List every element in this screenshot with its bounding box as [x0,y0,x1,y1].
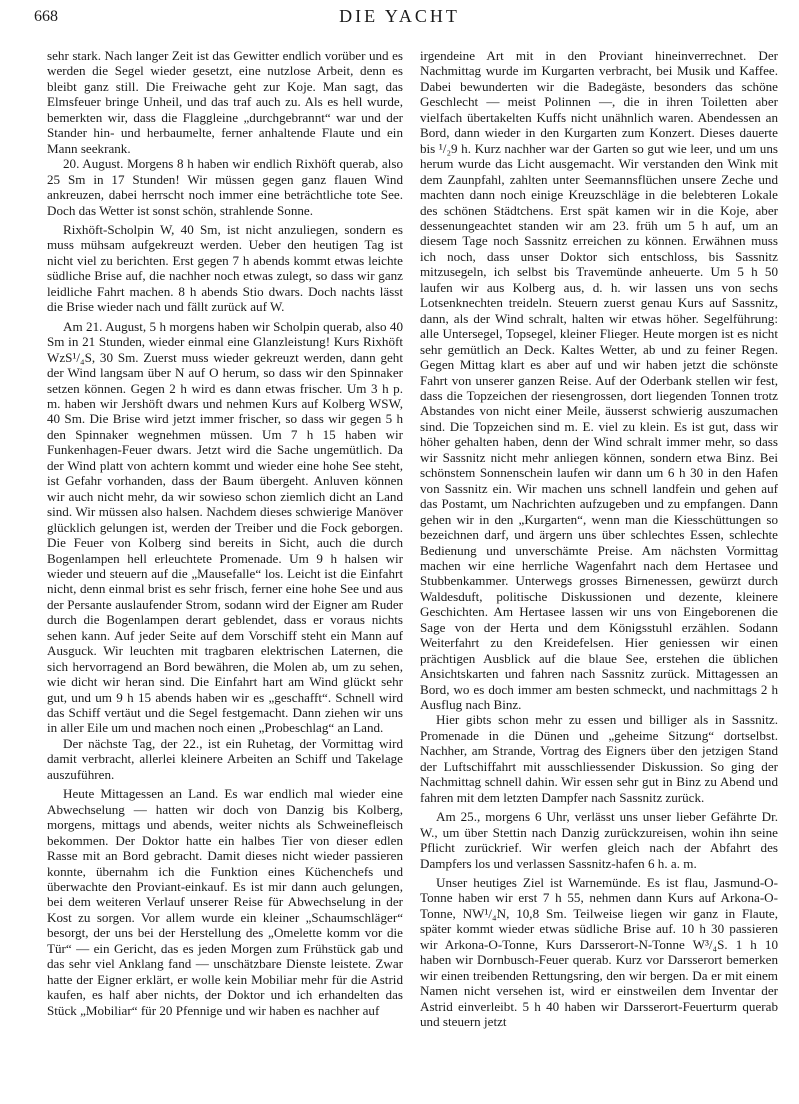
paragraph: Heute Mittagessen an Land. Es war endlich mal wieder eine Abwechselung — hatten wir doch von Danzig bis Kolberg, morgens, mittags und abends, weiter nichts als Schweinefleisch bekommen. Der Doktor hatte ein halbes Tier von dieser edlen Rasse mit an Bord gebracht. Damit dieses nicht wieder passieren konnte, übernahm ich die Funktion eines Küchenchefs und überwachte den Proviant-einkauf. Es ist mir dann auch gelungen, bei dem weiteren Verlauf unserer Reise für Abwechselung in der Kost zu sorgen. Vor allem wurde ein kleiner „Schaumschläger“ besorgt, der uns bei der Herstellung des „Omelette komm vor die Tür“ — ein Gericht, das es jeden Morgen zum Frühstück gab und das sehr viel Anklang fand — unschätzbare Dienste leistete. Zwar hatte der Eigner erklärt, er wolle kein Mobiliar mehr für die Astrid kaufen, es half aber nichts, der Doktor und ich erhandelten das Stück „Mobiliar“ für 20 Pfennige und wir haben es nachher auf [47,786,403,1018]
paragraph: 20. August. Morgens 8 h haben wir endlich Rixhöft querab, also 25 Sm in 17 Stunden! Wir müssen gegen ganz flauen Wind ankreuzen, dabei herrscht noch immer eine beträchtliche tote See. Doch das Wetter ist sonst schön, strahlende Sonne. [47,156,403,218]
paragraph: Am 25., morgens 6 Uhr, verlässt uns unser lieber Gefährte Dr. W., um über Stettin nach Danzig zurückzureisen, wohin ihn seine Pflicht zurückrief. Wir werfen gleich nach der Abfahrt des Dampfers los und verlassen Sassnitz-hafen 6 h. a. m. [420,809,778,871]
paragraph: Am 21. August, 5 h morgens haben wir Scholpin querab, also 40 Sm in 21 Stunden, wieder einmal eine Glanzleistung! Kurs Rixhöft WzS¹/₄S, 30 Sm. Zuerst muss wieder gekreuzt werden, dann geht der Wind langsam über N auf O herum, so dass wir den Spinnaker setzen können. Gegen 2 h wird es dann etwas frischer. Um 3 h p. m. haben wir Jershöft dwars und nehmen Kurs auf Kolberg WSW, 40 Sm. Die Brise wird jetzt immer frischer, so dass wir gegen 5 h den Spinnaker wegnehmen müssen. Um 7 h 15 haben wir Funkenhagen-Feuer dwars. Jetzt wird die Sache ungemütlich. Da der Wind platt von achtern kommt und wieder eine hohe See steht, ist Gefahr vorhanden, dass der Baum übergeht. Anluven können wir auch nicht mehr, da wir sowieso schon ziemlich dicht an Land sind. Wir müssen also halsen. Nachdem dieses schwierige Manöver glücklich gelungen ist, werden der Treiber und die Fock geborgen. Die Feuer von Kolberg sind bereits in Sicht, auch die durch Bogenlampen hell erleuchtete Promenade. Um 9 h halsen wir wieder und steuern auf die „Mausefalle“ los. Leicht ist die Einfahrt nicht, denn einmal brist es sehr frisch, ferner eine hohe See und aus der Persante auslaufender Strom, sodann wird der Eigner am Ruder durch die Bogenlampen derart geblendet, dass er voraus nichts sehen kann. Auf jeder Seite auf dem Vorschiff steht ein Mann auf Ausguck. Wir leuchten mit tragbaren elektrischen Laternen, die sich hervorragend an Bord bewähren, die Molen ab, um zu sehen, wie dicht wir heran sind. Die Einfahrt hart am Wind glückt sehr gut, und um 9 h 15 abends haben wir es „geschafft“. Schnell wird das Schiff vertäut und die Segel festgemacht. Dann ziehen wir uns in aller Eile um und machen noch einen „Probeschlag“ an Land. [47,318,403,736]
paragraph: Der nächste Tag, der 22., ist ein Ruhetag, der Vormittag wird damit verbracht, allerlei kleinere Arbeiten an Schiff und Takelage auszuführen. [47,735,403,782]
running-head-title: DIE YACHT [339,6,460,26]
paragraph: irgendeine Art mit in den Proviant hineinverrechnet. Der Nachmittag wurde im Kurgarten verbracht, bei Musik und Kaffee. Dabei bewunderten wir die Badegäste, besonders das schöne Geschlecht — meist Polinnen —, die in ihren Toiletten aber vielfach übertakelten Kuffs nicht unähnlich waren. Abendessen an Bord, dann wieder in den Kurgarten zum Konzert. Dieses dauerte bis ¹/₂9 h. Kurz nachher war der Garten so gut wie leer, und um uns herum wurde das Licht ausgemacht. Wir verstanden den Wink mit dem Zaunpfahl, zahlten unter Seemannsflüchen unsere Zeche und machten dann noch einige Kreuzschläge in die belebteren Lokale des schönen Städtchens. Erst spät kamen wir in die Koje, aber dessenungeachtet standen wir am 23. früh um 5 h auf, um an diesem Tage noch Sassnitz erreichen zu können. Erwähnen muss ich noch, dass unser Doktor sich entschloss, bis Sassnitz mitzusegeln, ich selbst bis Travemünde anheuerte. Um 5 h 50 laufen wir aus Kolberg aus, d. h. wir lassen uns von sechs Lotsenknechten treideln. Steuern zuerst genau Kurs auf Sassnitz, dann, als der Wind schralt, halten wir etwas höher. Segelführung: alle Untersegel, Topsegel, kleiner Flieger. Heute morgen ist es nicht sehr gemütlich an Deck. Kaltes Wetter, ab und zu feiner Regen. Gegen Mittag klart es aber auf und wir haben jetzt die schönste Fahrt von unserer ganzen Reise. Auf der Oderbank stellen wir fest, dass die Topzeichen der riesengrossen, dort liegenden Tonnen trotz Abstandes von nicht einer Meile, äusserst schwierig auszumachen sind. Die Topzeichen sind m. E. viel zu klein. Es ist gut, dass wir höher gehalten haben, denn der Wind schralt immer mehr, so dass wir Sassnitz nicht mehr anliegen können, sondern etwa Binz. Bei schönstem Sonnenschein laufen wir dann um 6 h 30 in den Hafen von Sassnitz ein. Wir machen uns schnell landfein und gehen auf das Postamt, um Nachrichten aufzugeben und zu empfangen. Dann gehen wir in den „Kurgarten“, wenn man die Kiesschüttungen so bezeichnen darf, und ärgern uns über schlechtes Essen, schlechte Bedienung und unverschämte Preise. Am nächsten Vormittag machen wir eine herrliche Wagenfahrt nach dem Hertasee und Stubbenkammer. Unterwegs grosses Birnenessen, gewürzt durch Waldesduft, politische Diskussionen und dezente, kleinere Geschichten. Am Hertasee lassen wir uns von Eingeborenen die Sage von der Herta und dem Königsstuhl erzählen. Sodann Weiterfahrt zu den Kreidefelsen. Hier geniessen wir einen prächtigen Ausblick auf die blaue See, erstehen die üblichen Ansichtskarten und fahren nach Sassnitz zurück. Mittagessen an Bord, wo es doch immer am besten schmeckt, und nachmittags 2 h Ausflug nach Binz. [420,48,778,713]
paragraph: Hier gibts schon mehr zu essen und billiger als in Sassnitz. Promenade in die Dünen und „geheime Sitzung“ dortselbst. Nachher, am Strande, Vortrag des Eigners über den jetzigen Stand der Luftschiffahrt mit ausschliessender Diskussion. So ging der Nachmittag schnell dahin. Wir essen sehr gut in Binz zu Abend und fahren mit dem letzten Dampfer nach Sassnitz zurück. [420,712,778,805]
page-header [34,4,765,30]
page-number: 668 [34,8,58,25]
paragraph: Unser heutiges Ziel ist Warnemünde. Es ist flau, Jasmund-O-Tonne haben wir erst 7 h 55, nehmen dann Kurs auf Arkona-O-Tonne, NW¹/₄N, 10,8 Sm. Teilweise liegen wir ganz in Flaute, später kommt wieder etwas südliche Brise auf. 10 h 30 passieren wir Arkona-O-Tonne, Kurs Darsserort-N-Tonne W³/₄S. 1 h 10 haben wir Dornbusch-Feuer querab. Kurz vor Darsserort bemerken wir einen treibenden Rettungsring, den wir bergen. Da er mit einem Namen nicht versehen ist, wird er einstweilen dem Inventar der Astrid einverleibt. 5 h 40 haben wir Darsserort-Feuerturm querab und steuern jetzt [420,875,778,1030]
paragraph: Rixhöft-Scholpin W, 40 Sm, ist nicht anzuliegen, sondern es muss mühsam aufgekreuzt werden. Ueber den heutigen Tag ist nicht viel zu berichten. Erst gegen 7 h abends kommt etwas leichte südliche Brise auf, die nachher noch etwas zulegt, so dass wir ganz leidliche Fahrt machen. 8 h abends Stio dwars. Doch nachts lässt die Brise wieder nach und fällt zurück auf W. [47,221,403,315]
right-column [420,48,778,1030]
left-column [47,48,403,1018]
paragraph: sehr stark. Nach langer Zeit ist das Gewitter endlich vorüber und es werden die Segel wieder gesetzt, eine nutzlose Arbeit, denn es bleibt ganz still. Die Freiwache geht zur Koje. Man sagt, das Elmsfeuer bringe Unheil, und das traf auch zu. Als es hell wurde, bemerkten wir, dass die Flaggleine „durchgebrannt“ war und der Stander hin- und herbaumelte, ferner anhaltende Flaute und ein Mann seekrank. [47,48,403,156]
